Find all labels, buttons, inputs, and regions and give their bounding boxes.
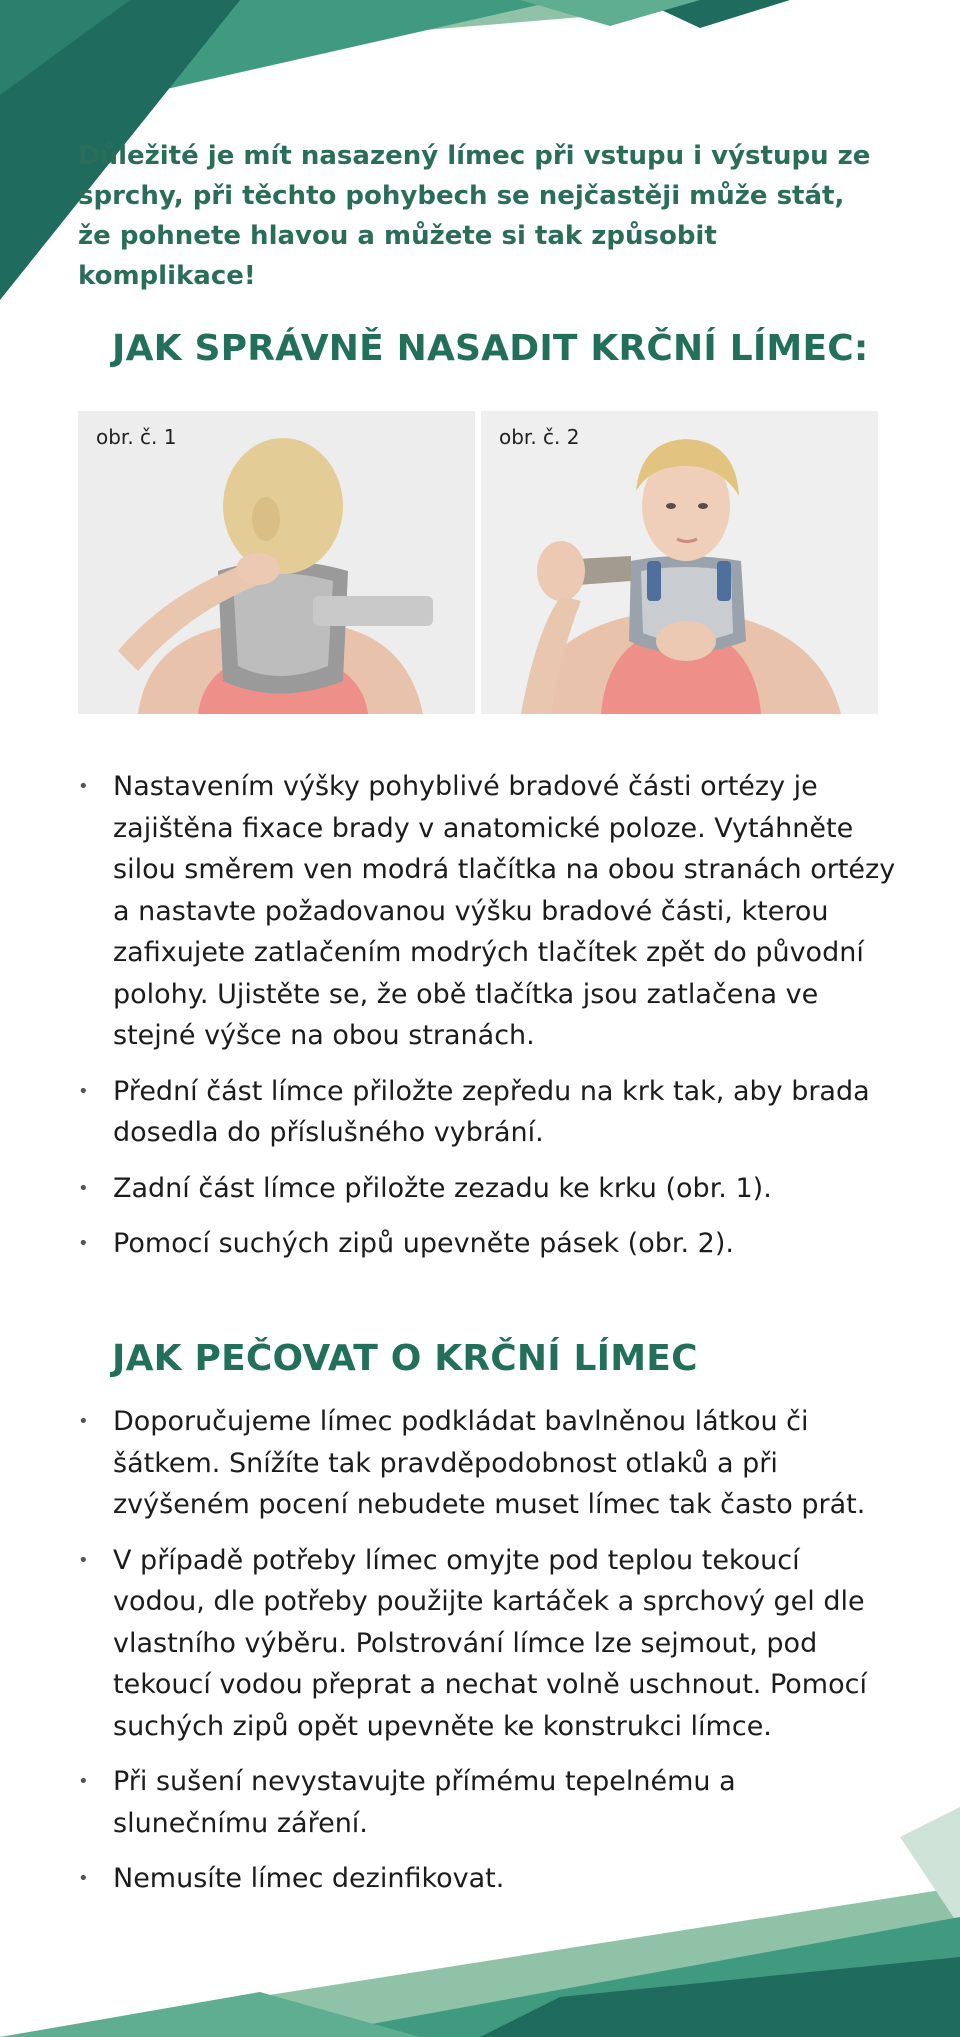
bullet-icon: • bbox=[78, 776, 89, 797]
collar-back-illustration bbox=[78, 411, 475, 714]
list-item bbox=[78, 1223, 898, 1265]
bullet-icon: • bbox=[78, 1411, 89, 1432]
list-item bbox=[78, 766, 898, 1057]
list-item bbox=[78, 1401, 898, 1526]
list-item-text: Pomocí suchých zipů upevněte pásek (obr. 2). bbox=[113, 1228, 734, 1259]
bullet-icon: • bbox=[78, 1177, 89, 1199]
list-item-text: Nastavením výšky pohyblivé bradové části ortézy je zajištěna fixace brady v anatomické poloze. Vytáhněte silou směrem ven modrá tlačítka na obou stranách ortézy a nastavte požadovanou výšku bradové části, kterou zafixujete zatlačením modrých tlačítek zpět do původní polohy. Ujistěte se, že obě tlačítka jsou zatlačena ve stejné výšce na obou stranách. bbox=[113, 771, 896, 1051]
list-item bbox=[78, 1761, 898, 1844]
list-item-text: Při sušení nevystavujte přímému tepelnému a slunečnímu záření. bbox=[113, 1766, 736, 1839]
list-item bbox=[78, 1540, 898, 1748]
bullet-icon: • bbox=[78, 1080, 89, 1102]
list-item-text: V případě potřeby límec omyjte pod teplou tekoucí vodou, dle potřeby použijte kartáček a sprchový gel dle vlastního výběru. Polstrování límce lze sejmout, pod tekoucí vodou přeprat a nechat volně uschnout. Pomocí suchých zipů opět upevněte ke konstrukci límce. bbox=[113, 1544, 867, 1742]
photo-collar-front bbox=[481, 411, 878, 714]
care-instructions-list bbox=[78, 1401, 898, 1914]
list-item-text: Doporučujeme límec podkládat bavlněnou látkou či šátkem. Snížíte tak pravděpodobnost otlaků a při zvýšeném pocení nebudete muset límec tak často prát. bbox=[113, 1406, 866, 1520]
list-item bbox=[78, 1071, 898, 1154]
bullet-icon: • bbox=[78, 1549, 89, 1571]
section-heading-apply: JAK SPRÁVNĚ NASADIT KRČNÍ LÍMEC: bbox=[112, 328, 869, 369]
bullet-icon: • bbox=[78, 1868, 89, 1889]
intro-text: Důležité je mít nasazený límec při vstupu i výstupu ze sprchy, při těchto pohybech se nejčastěji může stát, že pohnete hlavou a můžete si tak způsobit komplikace! bbox=[78, 141, 871, 291]
list-item-text: Přední část límce přiložte zepředu na krk tak, aby brada dosedla do příslušného vybrání. bbox=[113, 1075, 870, 1148]
photo-label-2: obr. č. 2 bbox=[499, 425, 580, 449]
collar-front-illustration bbox=[481, 411, 878, 714]
list-item bbox=[78, 1858, 898, 1900]
photo-collar-back bbox=[78, 411, 475, 714]
section-heading-care: JAK PEČOVAT O KRČNÍ LÍMEC bbox=[112, 1338, 698, 1379]
photo-label-1: obr. č. 1 bbox=[96, 425, 177, 449]
apply-instructions-list bbox=[78, 766, 898, 1279]
bullet-icon: • bbox=[78, 1771, 89, 1792]
list-item bbox=[78, 1168, 898, 1210]
list-item-text: Nemusíte límec dezinfikovat. bbox=[113, 1863, 505, 1894]
list-item-text: Zadní část límce přiložte zezadu ke krku (obr. 1). bbox=[113, 1172, 772, 1204]
bullet-icon: • bbox=[78, 1233, 89, 1254]
